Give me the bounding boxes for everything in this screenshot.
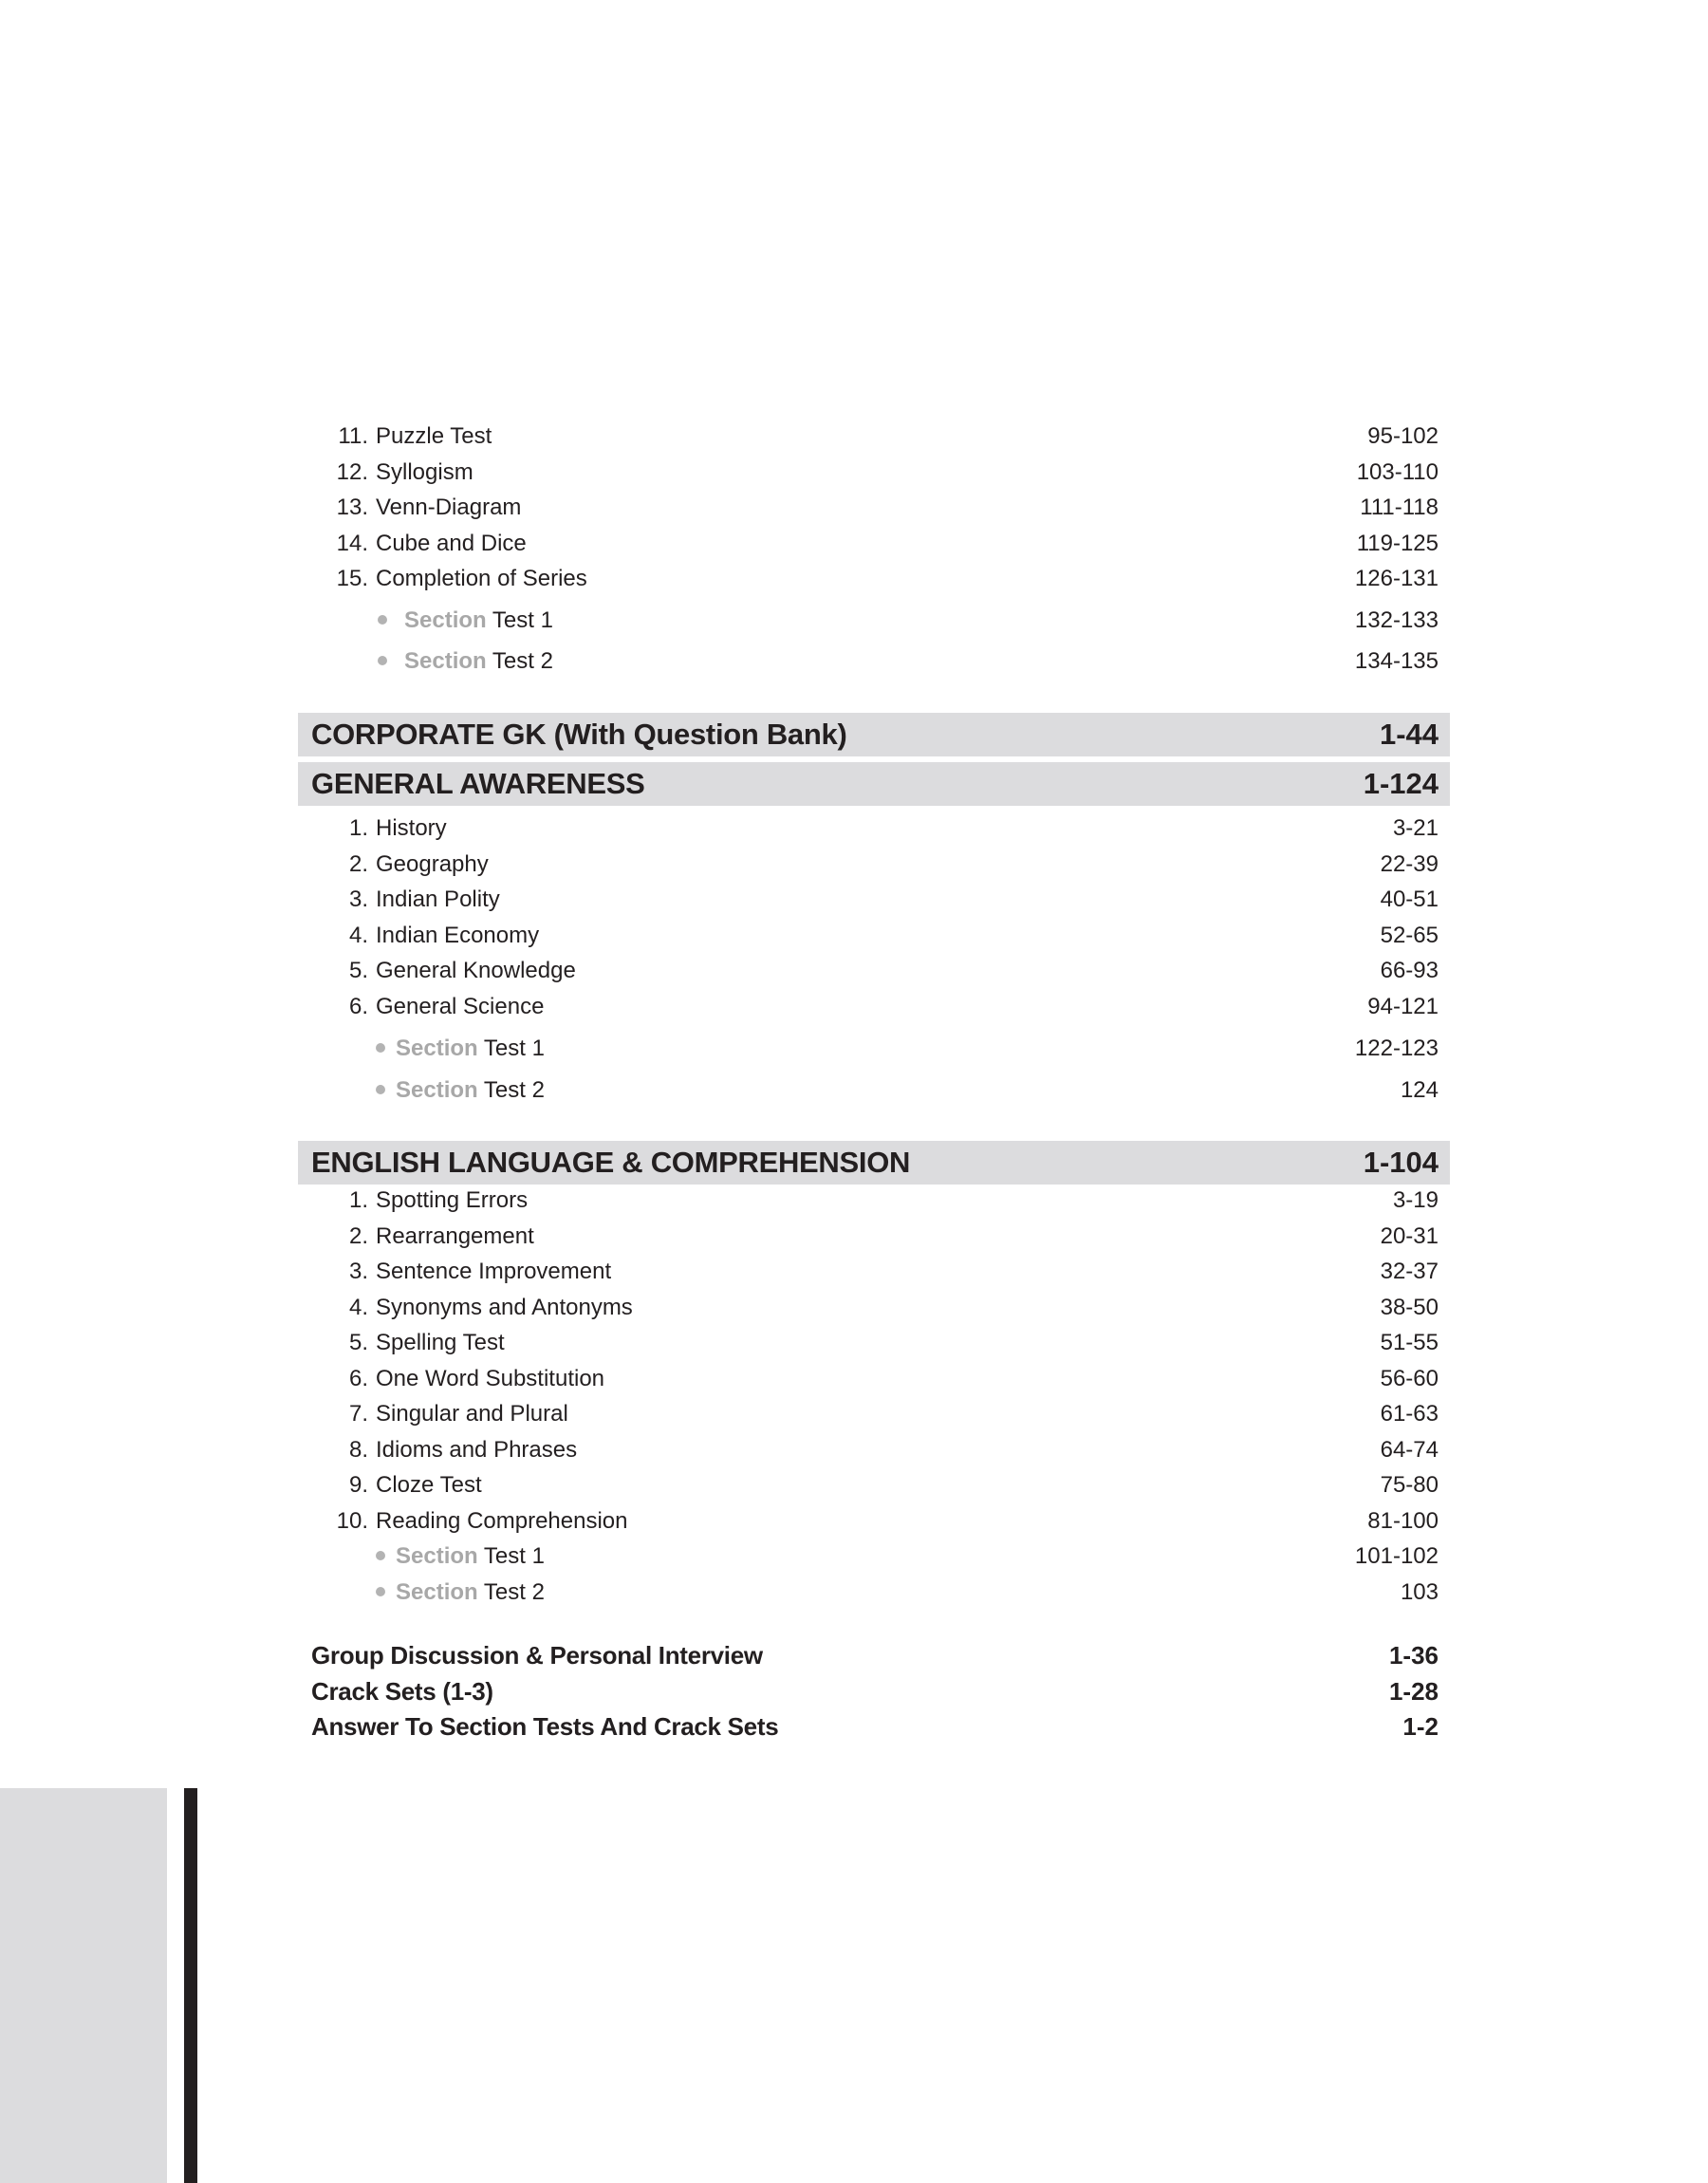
section-word: Section (404, 607, 487, 633)
item-pages: 52-65 (1380, 923, 1439, 948)
toc-row (298, 1397, 1450, 1431)
toc-row (298, 954, 1450, 988)
item-title: Spelling Test (376, 1330, 505, 1355)
section-test-row (298, 1032, 1450, 1066)
decorative-grey-block (0, 1788, 167, 2183)
section-test-label (396, 1032, 545, 1066)
item-number: 11. (338, 423, 368, 449)
extra-pages: 1-2 (1402, 1712, 1439, 1741)
item-number: 4. (348, 923, 368, 948)
section-test-label (396, 1539, 545, 1574)
item-title: Sentence Improvement (376, 1259, 612, 1284)
item-title: Completion of Series (376, 566, 587, 591)
item-pages: 75-80 (1380, 1472, 1439, 1498)
item-title: Cloze Test (376, 1472, 482, 1498)
extra-title: Crack Sets (1-3) (311, 1677, 493, 1706)
item-number: 14. (336, 531, 368, 556)
section-title: CORPORATE GK (With Question Bank) (311, 718, 847, 751)
section-header-general-awareness (298, 762, 1450, 806)
item-number: 7. (348, 1401, 368, 1427)
toc-row (298, 919, 1450, 953)
item-number: 5. (348, 1330, 368, 1355)
item-pages: 132-133 (1354, 607, 1439, 633)
section-pages: 1-124 (1363, 767, 1439, 800)
item-number: 1. (348, 815, 368, 841)
bullet-icon (376, 1551, 385, 1560)
item-number: 10. (336, 1508, 368, 1534)
section-pages: 1-44 (1379, 718, 1439, 751)
toc-row (298, 420, 1450, 454)
item-pages: 56-60 (1380, 1366, 1439, 1391)
section-test-row (298, 1073, 1450, 1108)
item-number: 12. (336, 459, 368, 485)
section-test-row (298, 644, 1450, 679)
item-number: 3. (348, 1259, 368, 1284)
section-word: Section (396, 1036, 478, 1061)
item-number: 5. (348, 958, 368, 983)
section-header-corporate-gk (298, 713, 1450, 756)
item-pages: 126-131 (1354, 566, 1439, 591)
section-word: Section (396, 1077, 478, 1103)
toc-row (298, 812, 1450, 846)
item-title: Syllogism (376, 459, 473, 485)
toc-row (298, 990, 1450, 1024)
section-word: Section (396, 1543, 478, 1569)
bullet-icon (378, 656, 387, 665)
item-title: General Science (376, 994, 545, 1019)
item-pages: 103 (1400, 1579, 1439, 1605)
toc-row (298, 527, 1450, 561)
toc-row (298, 1326, 1450, 1360)
item-pages: 95-102 (1367, 423, 1439, 449)
bullet-icon (378, 615, 387, 625)
item-pages: 20-31 (1380, 1223, 1439, 1249)
section-word: Section (404, 648, 487, 674)
section-test-label (404, 644, 553, 679)
bullet-icon (376, 1043, 385, 1053)
item-number: 1. (348, 1187, 368, 1213)
toc-row (298, 1504, 1450, 1539)
extra-pages: 1-28 (1388, 1677, 1439, 1706)
item-number: 3. (348, 886, 368, 912)
bullet-icon (376, 1085, 385, 1094)
toc-row (298, 1220, 1450, 1254)
test-label: Test 2 (483, 1077, 545, 1103)
toc-row (298, 456, 1450, 490)
item-pages: 122-123 (1354, 1036, 1439, 1061)
item-title: Geography (376, 851, 489, 877)
toc-row (298, 1362, 1450, 1396)
toc-row (298, 883, 1450, 917)
item-title: Indian Economy (376, 923, 540, 948)
toc-extra-row (298, 1709, 1450, 1744)
extra-pages: 1-36 (1388, 1641, 1439, 1670)
toc-row (298, 1184, 1450, 1218)
item-title: Synonyms and Antonyms (376, 1295, 633, 1320)
section-test-row (298, 1539, 1450, 1574)
item-number: 13. (336, 494, 368, 520)
item-title: Spotting Errors (376, 1187, 529, 1213)
toc-row (298, 562, 1450, 596)
item-pages: 32-37 (1380, 1259, 1439, 1284)
item-pages: 134-135 (1354, 648, 1439, 674)
item-number: 6. (348, 1366, 368, 1391)
item-pages: 64-74 (1380, 1437, 1439, 1463)
item-pages: 94-121 (1367, 994, 1439, 1019)
section-test-label (404, 604, 553, 638)
item-title: Indian Polity (376, 886, 500, 912)
item-pages: 66-93 (1380, 958, 1439, 983)
item-pages: 40-51 (1380, 886, 1439, 912)
section-word: Section (396, 1579, 478, 1605)
toc-row (298, 1255, 1450, 1289)
item-number: 8. (348, 1437, 368, 1463)
test-label: Test 2 (483, 1579, 545, 1605)
item-number: 4. (348, 1295, 368, 1320)
extra-title: Answer To Section Tests And Crack Sets (311, 1712, 779, 1741)
toc-extra-row (298, 1638, 1450, 1672)
item-title: One Word Substitution (376, 1366, 605, 1391)
item-number: 2. (348, 1223, 368, 1249)
toc-row (298, 1291, 1450, 1325)
section-title: GENERAL AWARENESS (311, 767, 645, 800)
toc-row (298, 491, 1450, 525)
section-test-label (396, 1073, 545, 1108)
item-pages: 61-63 (1380, 1401, 1439, 1427)
section-test-row (298, 1576, 1450, 1610)
section-test-row (298, 604, 1450, 638)
toc-row (298, 1433, 1450, 1467)
item-title: Reading Comprehension (376, 1508, 628, 1534)
item-pages: 3-19 (1392, 1187, 1439, 1213)
item-title: History (376, 815, 447, 841)
item-title: Rearrangement (376, 1223, 534, 1249)
test-label: Test 1 (483, 1036, 545, 1061)
item-number: 9. (348, 1472, 368, 1498)
item-pages: 103-110 (1356, 459, 1439, 485)
extra-title: Group Discussion & Personal Interview (311, 1641, 763, 1670)
test-label: Test 1 (492, 607, 553, 633)
toc-extra-row (298, 1674, 1450, 1708)
item-number: 2. (348, 851, 368, 877)
toc-row (298, 848, 1450, 882)
section-header-english (298, 1141, 1450, 1185)
item-pages: 38-50 (1380, 1295, 1439, 1320)
section-test-label (396, 1576, 545, 1610)
item-title: Venn-Diagram (376, 494, 522, 520)
item-title: Cube and Dice (376, 531, 527, 556)
item-title: Puzzle Test (376, 423, 492, 449)
item-title: General Knowledge (376, 958, 576, 983)
item-pages: 111-118 (1360, 494, 1439, 520)
toc-row (298, 1468, 1450, 1502)
section-pages: 1-104 (1363, 1146, 1439, 1179)
item-pages: 22-39 (1380, 851, 1439, 877)
decorative-black-bar (184, 1788, 197, 2183)
item-pages: 3-21 (1392, 815, 1439, 841)
section-title: ENGLISH LANGUAGE & COMPREHENSION (311, 1146, 911, 1179)
item-pages: 81-100 (1367, 1508, 1439, 1534)
bullet-icon (376, 1587, 385, 1596)
item-title: Singular and Plural (376, 1401, 568, 1427)
item-pages: 101-102 (1354, 1543, 1439, 1569)
item-pages: 124 (1400, 1077, 1439, 1103)
item-number: 15. (336, 566, 368, 591)
test-label: Test 1 (483, 1543, 545, 1569)
item-title: Idioms and Phrases (376, 1437, 578, 1463)
item-pages: 119-125 (1356, 531, 1439, 556)
item-number: 6. (348, 994, 368, 1019)
test-label: Test 2 (492, 648, 553, 674)
item-pages: 51-55 (1380, 1330, 1439, 1355)
